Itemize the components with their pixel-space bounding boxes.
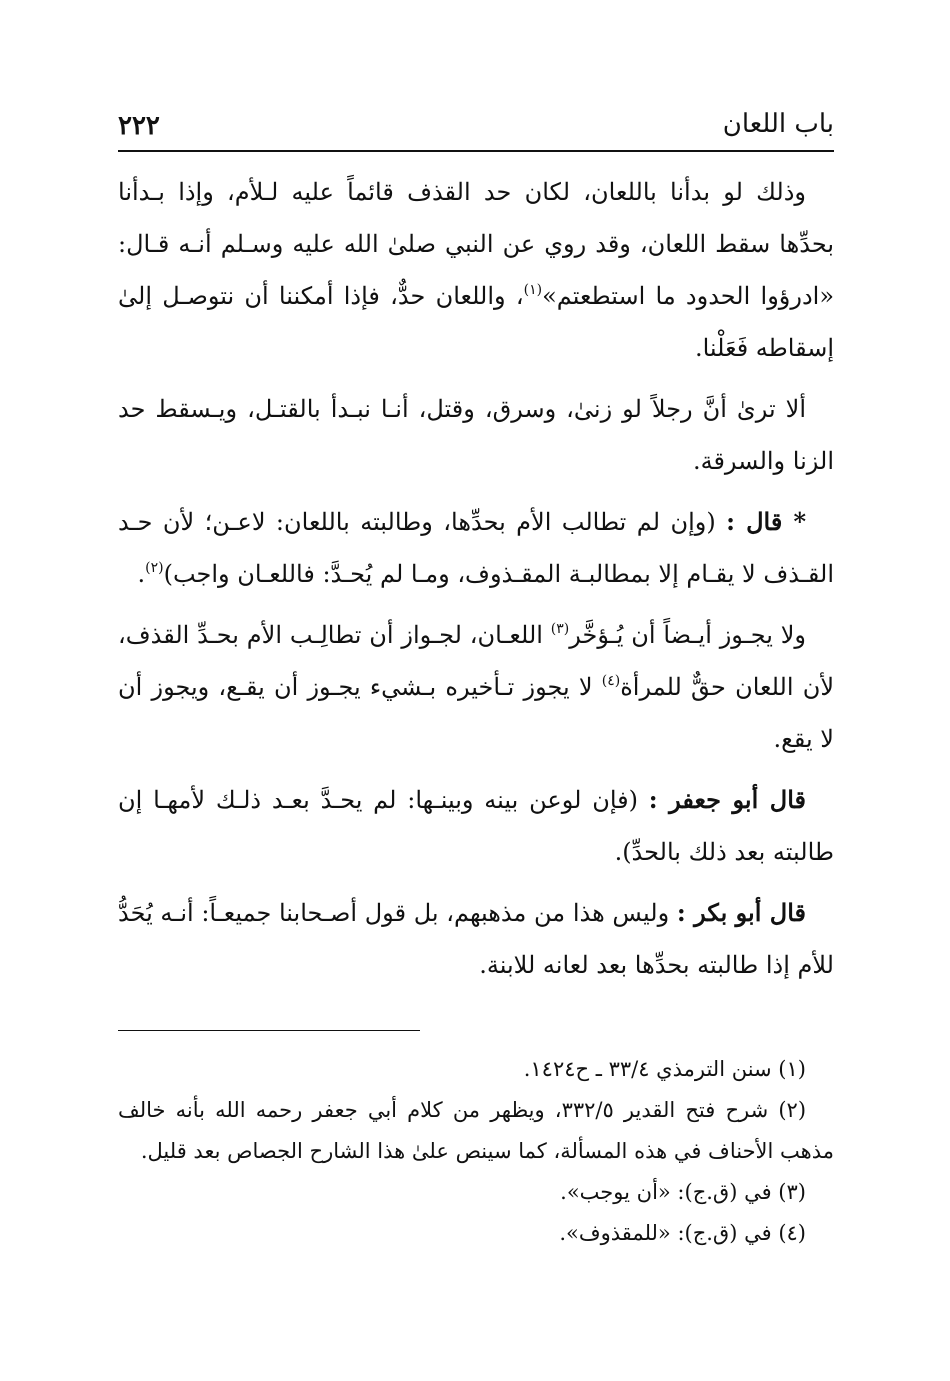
paragraph-text: وليس هذا من مذهبهم، بل قول أصـحابنا جميعـاً: أنـه يُحَدُّ للأم إذا طالبته بحدِّها بعد لعانه للابنة. [118,899,834,979]
paragraph [118,383,834,487]
footnote-separator-wrap [118,1000,834,1031]
paragraph-text: ولا يجـوز أيـضاً أن يُـؤخَّر [569,621,807,649]
paragraph-text: (فإن لوعن بينه وبينـها: لم يحـدَّ بعـد ذلـك لأمهـا إن طالبته بعد ذلك بالحدِّ). [118,786,834,866]
paragraph-text: ، واللعان حدٌّ، فإذا أمكننا أن نتوصـل إلىٰ إسقاطه فَعَلْنا. [118,282,834,362]
footnote-ref: (١) [523,282,543,298]
paragraph-text: لا يجوز تـأخيره بـشيء يجـوز أن يقـع، ويجوز أن لا يقع. [118,673,834,753]
chapter-title: باب اللعان [722,109,834,139]
paragraph-text: (وإن لم تطالب الأم بحدِّها، وطالبته باللعان: لاعـن؛ لأن حـد القـذف لا يقـام إلا بمطالبـة المقـذوف، ومـا لم يُحـدَّ: فاللعـان واجب) [118,508,834,588]
paragraph-text: وذلك لو بدأنا باللعان، لكان حد القذف قائماً عليه لـلأم، وإذا بـدأنا بحدِّها سقط اللعان، وقد روي عن النبي صلىٰ الله عليه وسـلم أنـه قـال: «ادرؤوا الحدود ما استطعتم» [118,178,835,310]
footnote: (١) سنن الترمذي ٣٣/٤ ـ ح١٤٢٤. [523,1057,806,1081]
paragraph-text: ألا ترىٰ أنَّ رجلاً لو زنىٰ، وسرق، وقتل، أنـا نبـدأ بالقتـل، ويـسقط حد الزنا والسرقة. [118,395,834,475]
speaker-lead: * قال : [726,507,807,536]
running-header [118,100,834,152]
footnote-ref: (٢) [145,560,164,576]
paragraph [118,496,834,600]
footnote-ref: (٣) [550,621,570,637]
paragraph-text: . [137,560,146,588]
paragraph [118,887,834,991]
speaker-lead: قال أبو بكر : [676,898,807,927]
paragraph [118,609,834,765]
paragraph-text: اللعـان، لجـواز أن تطالِـب الأم بحـدِّ القذف، لأن اللعان حقٌّ للمرأة [118,621,835,701]
paragraph [118,166,834,374]
footnote: (٤) في (ق.ج): «للمقذوف». [559,1221,806,1245]
footnote-separator [118,1030,420,1031]
footnote-ref: (٤) [601,673,621,689]
footnote: (٢) شرح فتح القدير ٣٣٢/٥، ويظهر من كلام أبي جعفر رحمه الله بأنه خالف مذهب الأحناف في هذه المسألة، كما سينص علىٰ هذا الشارح الجصاص بعد قليل. [118,1098,834,1163]
page-number: ٢٢٢ [118,111,160,141]
paragraph [118,774,834,878]
book-page [118,100,834,1320]
footnote: (٣) في (ق.ج): «أن يوجب». [560,1180,806,1204]
speaker-lead: قال أبو جعفر : [648,785,806,814]
footnotes [118,1049,834,1254]
main-text [118,166,834,991]
